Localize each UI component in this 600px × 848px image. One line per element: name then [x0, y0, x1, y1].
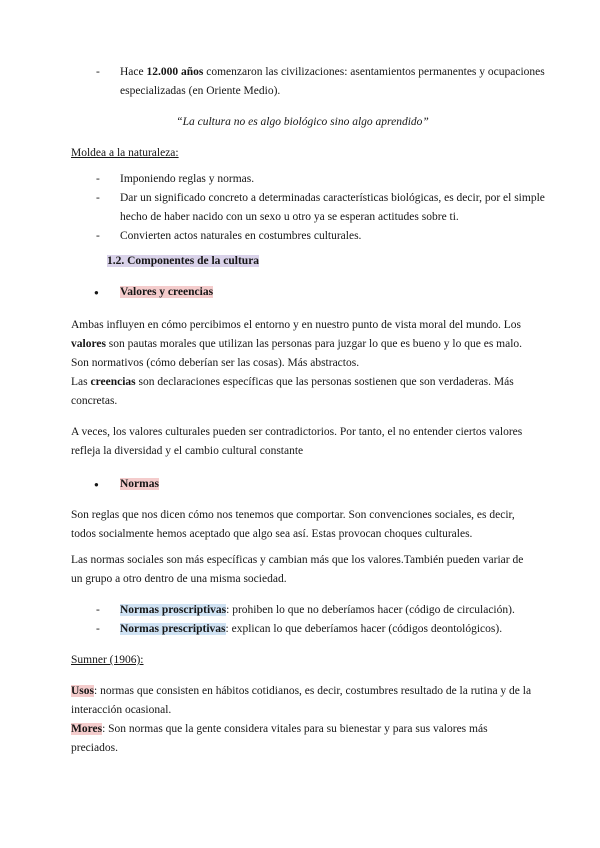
normas-heading-item: [71, 475, 534, 494]
proscriptivas-term: Normas proscriptivas: [120, 604, 227, 616]
dash-marker-icon: -: [96, 173, 100, 185]
normas-paragraph-1: Son reglas que nos dicen cómo nos tenemos que comportar. Son convenciones sociales, es decir, todos socialmente hemos aceptado que algo sea así. Estas provocan choques culturales.: [71, 509, 515, 540]
normas-paragraph-2: Las normas sociales son más específicas y cambian más que los valores.También pueden variar de un grupo a otro dentro de una misma sociedad.: [71, 554, 524, 585]
dash-marker-icon: -: [96, 623, 100, 635]
moldea-heading-line: [71, 144, 534, 163]
section-heading: 1.2. Componentes de la cultura: [107, 255, 260, 267]
sumner-heading: Sumner (1906):: [71, 654, 144, 666]
intro-run-1: Hace: [120, 66, 147, 78]
moldea-heading: Moldea a la naturaleza:: [71, 147, 179, 159]
list-item-text: [120, 604, 515, 616]
normas-types-list: [71, 601, 534, 639]
intro-list-item: [71, 63, 562, 101]
prescriptivas-rest: : explican lo que deberíamos hacer (códigos deontológicos).: [225, 623, 503, 635]
list-item: [71, 227, 562, 246]
creencias-run-1: Las: [71, 376, 91, 388]
list-item-text: [120, 623, 502, 635]
sumner-paragraph: [71, 682, 534, 758]
sumner-heading-line: [71, 651, 534, 670]
valores-run-1: Ambas influyen en cómo percibimos el entorno y en nuestro punto de vista moral del mundo. Los: [71, 319, 522, 331]
proscriptivas-rest: : prohiben lo que no deberíamos hacer (código de circulación).: [226, 604, 515, 616]
normas-heading: Normas: [120, 478, 159, 490]
valores-run-3: son pautas morales que utilizan las personas para juzgar lo que es bueno y lo que es malo. Son normativos (cómo deberían ser las cosas). Más abstractos.: [71, 338, 523, 369]
valores-heading: Valores y creencias: [120, 286, 214, 298]
list-item-text: Imponiendo reglas y normas.: [120, 173, 255, 185]
list-item-text: Dar un significado concreto a determinadas características biológicas, es decir, por el simple hecho de haber nacido con un sexo u otro ya se esperan actitudes sobre ti.: [120, 192, 545, 223]
mores-rest: : Son normas que la gente considera vitales para su bienestar y para sus valores más preciados.: [71, 723, 488, 754]
list-item: [71, 170, 562, 189]
culture-quote: “La cultura no es algo biológico sino algo aprendido”: [176, 116, 429, 128]
valores-paragraph: [71, 316, 534, 411]
list-item-text: Convierten actos naturales en costumbres culturales.: [120, 230, 362, 242]
bullet-icon: ●: [94, 288, 99, 297]
dash-marker-icon: -: [96, 604, 100, 616]
dash-marker-icon: -: [96, 230, 100, 242]
list-item: [71, 620, 562, 639]
creencias-term: creencias: [90, 376, 136, 388]
list-item: [71, 189, 562, 227]
mores-term: Mores: [71, 723, 103, 735]
usos-term: Usos: [71, 685, 95, 697]
bullet-icon: ●: [94, 480, 99, 489]
prescriptivas-term: Normas prescriptivas: [120, 623, 226, 635]
intro-run-bold: 12.000 años: [146, 66, 204, 78]
usos-rest: : normas que consisten en hábitos cotidianos, es decir, costumbres resultado de la rutina y de la interacción ocasional.: [71, 685, 532, 716]
section-heading-line: [107, 252, 534, 271]
contradictorios-paragraph: A veces, los valores culturales pueden ser contradictorios. Por tanto, el no entender ciertos valores refleja la diversidad y el cambio cultural constante: [71, 426, 523, 457]
list-item: [71, 601, 562, 620]
intro-text: [120, 66, 545, 97]
dash-marker-icon: -: [96, 66, 100, 78]
creencias-run-3: son declaraciones específicas que las personas sostienen que son verdaderas. Más concretas.: [71, 376, 514, 407]
moldea-list: [71, 170, 545, 246]
dash-marker-icon: -: [96, 192, 100, 204]
valores-term: valores: [71, 338, 106, 350]
intro-run-3: comenzaron las civilizaciones: asentamientos permanentes y ocupaciones especializadas (en Oriente Medio).: [120, 66, 545, 97]
valores-heading-item: [71, 283, 534, 302]
